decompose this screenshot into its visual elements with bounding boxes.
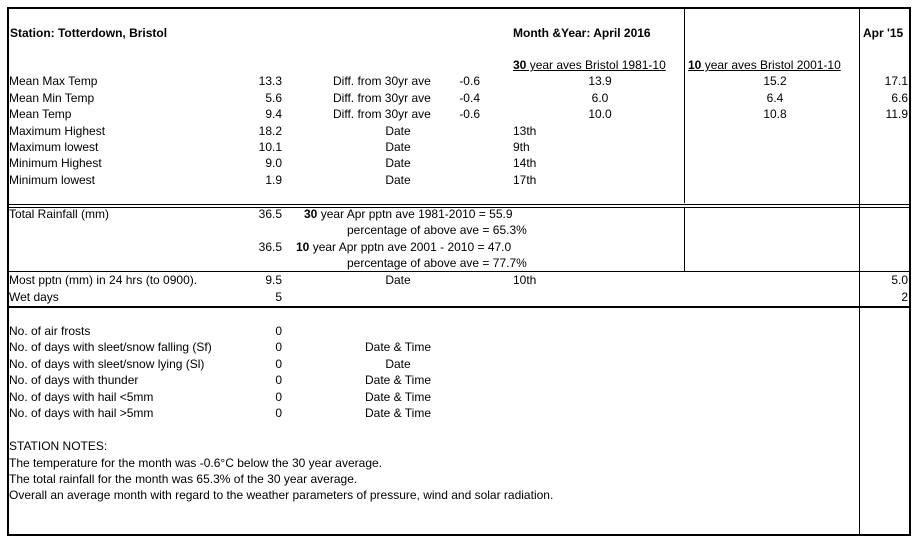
temp-label: Mean Temp bbox=[9, 107, 72, 121]
wet-days-value: 5 bbox=[275, 290, 282, 304]
extreme-value: 18.2 bbox=[258, 124, 282, 138]
count-label: No. of air frosts bbox=[9, 324, 91, 338]
extreme-label: Minimum lowest bbox=[9, 173, 96, 187]
col-10yr-header: 10 year aves Bristol 2001-10 bbox=[688, 58, 841, 72]
count-value: 0 bbox=[275, 390, 282, 404]
month-year-title: Month &Year: April 2016 bbox=[513, 26, 651, 40]
temp-diff: -0.4 bbox=[459, 91, 480, 105]
temp-ave30: 10.0 bbox=[588, 107, 612, 121]
extreme-value: 9.0 bbox=[265, 156, 282, 170]
temp-label: Mean Max Temp bbox=[9, 74, 98, 88]
extreme-date: 17th bbox=[513, 173, 537, 187]
divider-after-rain bbox=[8, 271, 910, 272]
col-30yr-header: 30 year aves Bristol 1981-10 bbox=[513, 58, 666, 72]
temp-prev: 17.1 bbox=[884, 74, 908, 88]
rainfall-pct30: percentage of above ave = 65.3% bbox=[347, 223, 527, 237]
extreme-date-label: Date bbox=[385, 173, 411, 187]
extreme-date-label: Date bbox=[385, 156, 411, 170]
count-label: No. of days with sleet/snow falling (Sf) bbox=[9, 340, 212, 354]
extreme-date-label: Date bbox=[385, 124, 411, 138]
temp-diff-label: Diff. from 30yr ave bbox=[333, 74, 431, 88]
rainfall-pct10: percentage of above ave = 77.7% bbox=[347, 256, 527, 270]
notes-line: Overall an average month with regard to the weather parameters of pressure, wind and solar radiation. bbox=[9, 488, 554, 502]
count-extra: Date bbox=[385, 357, 411, 371]
count-value: 0 bbox=[275, 340, 282, 354]
temp-ave10: 15.2 bbox=[763, 74, 787, 88]
extreme-value: 10.1 bbox=[258, 140, 282, 154]
rainfall-value-2: 36.5 bbox=[258, 240, 282, 254]
count-value: 0 bbox=[275, 406, 282, 420]
pptn-date-label: Date bbox=[385, 273, 411, 287]
rainfall-ave10: 10 year Apr pptn ave 2001 - 2010 = 47.0 bbox=[296, 240, 512, 254]
temp-ave30: 13.9 bbox=[588, 74, 612, 88]
temp-prev: 11.9 bbox=[885, 107, 908, 121]
divider-after-wet bbox=[8, 306, 910, 308]
extreme-label: Minimum Highest bbox=[9, 156, 102, 170]
count-label: No. of days with sleet/snow lying (Sl) bbox=[9, 357, 205, 371]
count-extra: Date & Time bbox=[364, 390, 432, 404]
extreme-date-label: Date bbox=[385, 140, 411, 154]
rainfall-label: Total Rainfall (mm) bbox=[9, 207, 110, 221]
wet-days-prev: 2 bbox=[901, 290, 908, 304]
temp-ave30: 6.0 bbox=[591, 91, 609, 105]
count-label: No. of days with hail >5mm bbox=[9, 406, 154, 420]
notes-heading: STATION NOTES: bbox=[9, 439, 108, 453]
temp-diff: -0.6 bbox=[459, 107, 480, 121]
count-value: 0 bbox=[275, 324, 282, 338]
divider-rain-col10 bbox=[684, 208, 685, 272]
pptn-prev: 5.0 bbox=[891, 273, 908, 287]
extreme-value: 1.9 bbox=[265, 173, 282, 187]
count-value: 0 bbox=[275, 357, 282, 371]
temp-ave10: 6.4 bbox=[766, 91, 784, 105]
count-label: No. of days with thunder bbox=[9, 373, 139, 387]
temp-value: 5.6 bbox=[265, 91, 282, 105]
extreme-date: 9th bbox=[513, 140, 530, 154]
divider-after-temps bbox=[8, 204, 910, 205]
extreme-date: 13th bbox=[513, 124, 537, 138]
wet-days-label: Wet days bbox=[9, 290, 59, 304]
temp-diff-label: Diff. from 30yr ave bbox=[333, 107, 431, 121]
rainfall-ave30: 30 year Apr pptn ave 1981-2010 = 55.9 bbox=[304, 207, 513, 221]
count-value: 0 bbox=[275, 373, 282, 387]
temp-value: 13.3 bbox=[258, 74, 282, 88]
last-year-title: Apr '15 bbox=[863, 26, 904, 40]
temp-diff-label: Diff. from 30yr ave bbox=[333, 91, 431, 105]
temp-label: Mean Min Temp bbox=[9, 91, 95, 105]
count-extra: Date & Time bbox=[364, 373, 432, 387]
divider-col-30yr bbox=[684, 8, 685, 203]
count-extra: Date & Time bbox=[364, 340, 432, 354]
pptn-date: 10th bbox=[513, 273, 537, 287]
temp-ave10: 10.8 bbox=[763, 107, 787, 121]
rainfall-value: 36.5 bbox=[258, 207, 282, 221]
extreme-date: 14th bbox=[513, 156, 537, 170]
temp-diff: -0.6 bbox=[459, 74, 480, 88]
notes-line: The total rainfall for the month was 65.3% of the 30 year average. bbox=[9, 472, 358, 486]
pptn-label: Most pptn (mm) in 24 hrs (to 0900). bbox=[9, 273, 198, 287]
station-title: Station: Totterdown, Bristol bbox=[10, 26, 168, 40]
count-extra: Date & Time bbox=[364, 406, 432, 420]
temp-value: 9.4 bbox=[265, 107, 282, 121]
pptn-value: 9.5 bbox=[265, 273, 282, 287]
notes-line: The temperature for the month was -0.6°C below the 30 year average. bbox=[9, 456, 382, 470]
extreme-label: Maximum Highest bbox=[9, 124, 106, 138]
temp-prev: 6.6 bbox=[891, 91, 908, 105]
extreme-label: Maximum lowest bbox=[9, 140, 99, 154]
count-label: No. of days with hail <5mm bbox=[9, 390, 154, 404]
